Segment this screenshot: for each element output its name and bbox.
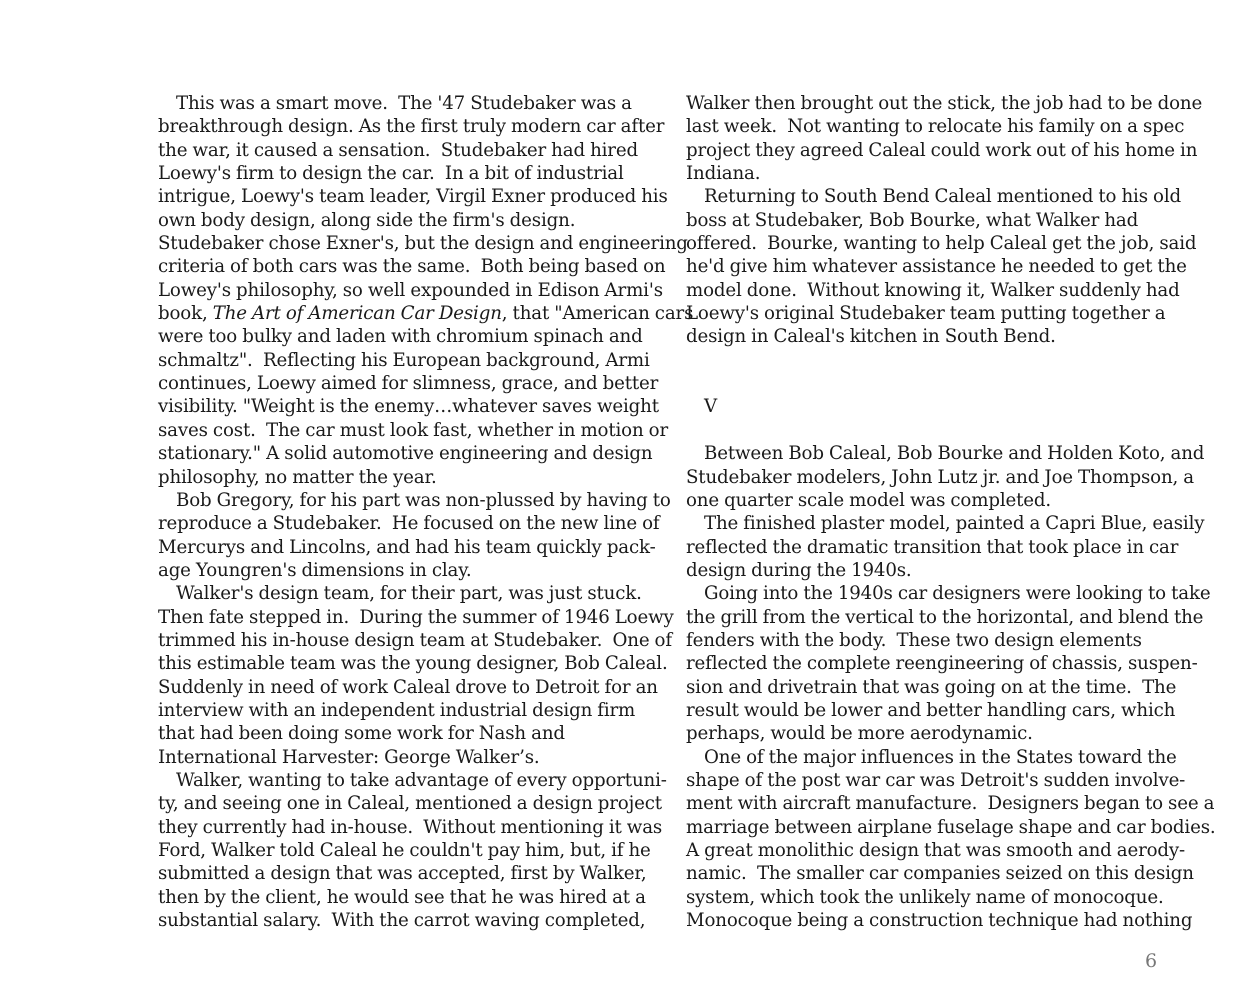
text-line: shape of the post war car was Detroit's sudden involve-: [686, 769, 1186, 791]
text-line: A great monolithic design that was smooth and aerody-: [686, 840, 1186, 861]
text-line: This was a smart move. The '47 Studebaker was a: [176, 93, 632, 114]
text-line: Bob Gregory, for his part was non-plussed by having to: [176, 489, 671, 511]
left-column: [158, 92, 694, 932]
text-line: namic. The smaller car companies seized on this design: [686, 863, 1194, 885]
blank-line: [686, 372, 1191, 395]
text-line: Between Bob Caleal, Bob Bourke and Holden Koto, and: [704, 443, 1205, 465]
text-line: perhaps, would be more aerodynamic.: [686, 723, 1033, 745]
text-line: reproduce a Studebaker. He focused on the new line of: [158, 513, 660, 535]
text-line: project they agreed Caleal could work out of his home in: [686, 139, 1198, 161]
text-line: result would be lower and better handling cars, which: [686, 699, 1176, 721]
text-line: visibility. "Weight is the enemy…whatever saves weight: [158, 396, 659, 418]
text-line: Walker then brought out the stick, the job had to be done: [686, 93, 1203, 114]
page-number: 6: [1145, 950, 1158, 972]
text-line: ty, and seeing one in Caleal, mentioned a design project: [158, 793, 662, 815]
text-line: design in Caleal's kitchen in South Bend.: [686, 326, 1056, 348]
text-line: Ford, Walker told Caleal he couldn't pay him, but, if he: [158, 840, 651, 861]
text-fragment: book,: [158, 303, 213, 325]
text-line: Studebaker chose Exner's, but the design and engineering: [158, 233, 688, 255]
section-heading: V: [704, 396, 717, 418]
text-line: substantial salary. With the carrot waving completed,: [158, 910, 646, 932]
text-line: interview with an independent industrial design firm: [158, 699, 636, 721]
text-line: this estimable team was the young designer, Bob Caleal.: [158, 653, 668, 675]
text-line: Lowey's philosophy, so well expounded in Edison Armi's: [158, 279, 663, 301]
text-line: design during the 1940s.: [686, 559, 912, 581]
text-line: One of the major influences in the States toward the: [704, 746, 1177, 768]
text-line: Loewy's firm to design the car. In a bit of industrial: [158, 163, 624, 185]
text-line: reflected the dramatic transition that took place in car: [686, 536, 1179, 558]
text-line: Monocoque being a construction technique had nothing: [686, 910, 1193, 932]
text-line: criteria of both cars was the same. Both being based on: [158, 256, 666, 278]
text-line: boss at Studebaker, Bob Bourke, what Walker had: [686, 209, 1139, 231]
blank-line: [686, 349, 1191, 372]
text-line: offered. Bourke, wanting to help Caleal get the job, said: [686, 233, 1197, 255]
text-line: he'd give him whatever assistance he needed to get the: [686, 256, 1187, 278]
text-line: that had been doing some work for Nash and: [158, 723, 565, 745]
text-line: fenders with the body. These two design elements: [686, 629, 1142, 651]
text-line: Mercurys and Lincolns, and had his team quickly pack-: [158, 536, 656, 558]
text-line: Going into the 1940s car designers were looking to take: [704, 583, 1211, 605]
text-line: the grill from the vertical to the horizontal, and blend the: [686, 606, 1204, 628]
blank-line: [686, 419, 1191, 442]
book-title: The Art of American Car Design: [212, 303, 502, 325]
text-line: [158, 302, 694, 325]
text-line: trimmed his in-house design team at Studebaker. One of: [158, 629, 672, 651]
text-line: International Harvester: George Walker’s.: [158, 746, 540, 768]
text-line: stationary." A solid automotive engineering and design: [158, 443, 653, 465]
text-line: they currently had in-house. Without mentioning it was: [158, 816, 663, 838]
text-line: submitted a design that was accepted, first by Walker,: [158, 863, 647, 885]
text-line: Walker's design team, for their part, was just stuck.: [176, 583, 642, 605]
text-line: intrigue, Loewy's team leader, Virgil Exner produced his: [158, 186, 668, 208]
text-line: Indiana.: [686, 163, 761, 185]
text-line: Then fate stepped in. During the summer of 1946 Loewy: [158, 606, 674, 628]
text-line: own body design, along side the firm's design.: [158, 209, 576, 231]
text-line: schmaltz". Reflecting his European background, Armi: [158, 349, 650, 371]
text-line: one quarter scale model was completed.: [686, 489, 1051, 511]
text-line: Suddenly in need of work Caleal drove to Detroit for an: [158, 676, 658, 698]
text-line: Walker, wanting to take advantage of every opportuni-: [176, 769, 667, 791]
text-line: sion and drivetrain that was going on at the time. The: [686, 676, 1177, 698]
text-line: ment with aircraft manufacture. Designers began to see a: [686, 793, 1215, 815]
text-line: Studebaker modelers, John Lutz jr. and Joe Thompson, a: [686, 466, 1194, 488]
text-line: philosophy, no matter the year.: [158, 466, 437, 488]
text-line: The finished plaster model, painted a Capri Blue, easily: [704, 513, 1205, 535]
text-line: model done. Without knowing it, Walker suddenly had: [686, 279, 1180, 301]
text-line: Returning to South Bend Caleal mentioned to his old: [704, 186, 1181, 208]
text-line: the war, it caused a sensation. Studebaker had hired: [158, 139, 638, 161]
text-line: continues, Loewy aimed for slimness, grace, and better: [158, 373, 659, 395]
right-column: [686, 92, 1216, 932]
text-line: saves cost. The car must look fast, whether in motion or: [158, 419, 669, 441]
text-line: then by the client, he would see that he was hired at a: [158, 886, 646, 908]
text-line: reflected the complete reengineering of chassis, suspen-: [686, 653, 1198, 675]
text-line: system, which took the unlikely name of monocoque.: [686, 886, 1164, 908]
text-fragment: , that "American cars: [501, 303, 694, 325]
text-line: marriage between airplane fuselage shape and car bodies.: [686, 816, 1216, 838]
text-line: Loewy's original Studebaker team putting together a: [686, 303, 1166, 325]
text-line: breakthrough design. As the first truly modern car after: [158, 116, 665, 138]
text-line: were too bulky and laden with chromium spinach and: [158, 326, 643, 348]
text-line: last week. Not wanting to relocate his family on a spec: [686, 116, 1185, 138]
text-line: age Youngren's dimensions in clay.: [158, 559, 472, 581]
